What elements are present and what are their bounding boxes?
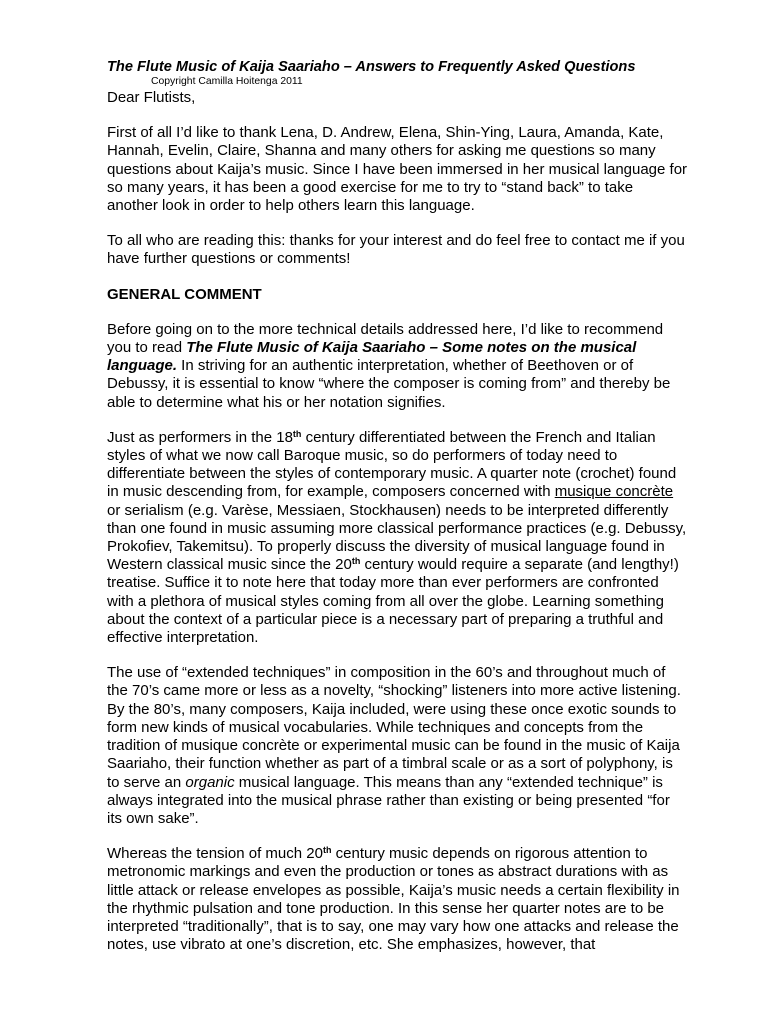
paragraph-thanks: First of all I’d like to thank Lena, D. Andrew, Elena, Shin-Ying, Laura, Amanda, Kate, Hannah, Evelin, Claire, Shanna and many others for asking me questions so many questions about Kaija’s music. Since I have been immersed in her musical language for so many years, it has been a good exercise for me to try to “stand back” to take another look in order to help others learn this language.	[107, 124, 688, 215]
document-title: The Flute Music of Kaija Saariaho – Answers to Frequently Asked Questions	[107, 59, 636, 75]
greeting: Dear Flutists,	[107, 89, 196, 106]
superscript: th	[351, 556, 361, 567]
text-run: Before going on to the more technical details addressed here, I’d like to recommend you to read	[107, 320, 664, 357]
text-run: Just as performers in the 18	[107, 428, 293, 446]
section-heading: GENERAL COMMENT	[107, 285, 262, 303]
paragraph-recommendation	[107, 321, 688, 412]
text-run: century would require a separate (and lengthy!) treatise. Suffice it to note here that today more than ever performers are confronted with a plethora of musical styles coming from all over the globe. Learning something about the context of a particular piece is a necessary part of preparing a truthful and effective interpretation.	[107, 556, 679, 647]
text-run: or serialism (e.g. Varèse, Messiaen, Stockhausen) needs to be interpreted differently than one found in music assuming more classical performance practices (e.g. Debussy, Prokofiev, Takemitsu). To properly discuss the diversity of musical language found in Western classical music since the 20	[107, 501, 687, 574]
superscript: th	[292, 428, 302, 439]
text-run: Whereas the tension of much 20	[107, 845, 323, 863]
musique-concrete-link[interactable]: musique concrète	[554, 483, 674, 501]
paragraph-flexibility	[107, 845, 688, 954]
text-run: century music depends on rigorous attention to metronomic markings and even the production or tones as abstract durations with as little attack or release envelopes as possible, Kaija’s music needs a certain flexibility in the rhythmic pulsation and tone production. In this sense her quarter notes are to be interpreted “traditionally”, that is to say, one may vary how one attacks and release the notes, use vibrato at one’s discretion, etc. She emphasizes, however, that	[107, 845, 680, 954]
paragraph-extended-techniques	[107, 664, 688, 828]
paragraph-invitation: To all who are reading this: thanks for your interest and do feel free to contact me if you have further questions or comments!	[107, 232, 685, 268]
text-run: musical language. This means than any “extended technique” is always integrated into the musical phrase rather than existing or being presented “for its own sake”.	[107, 773, 670, 827]
copyright-line: Copyright Camilla Hoitenga 2011	[151, 76, 303, 87]
superscript: th	[322, 845, 332, 856]
text-run: century differentiated between the French and Italian styles of what we now call Baroque music, so do performers of today need to differentiate between the styles of contemporary music. A quarter note (crochet) found in music descending from, for example, composers concerned with	[107, 428, 677, 501]
emphasis: organic	[185, 773, 235, 791]
document-reference: The Flute Music of Kaija Saariaho – Some notes on the musical language.	[107, 339, 637, 375]
paragraph-styles	[107, 429, 688, 647]
text-run: In striving for an authentic interpretation, whether of Beethoven or of Debussy, it is essential to know “where the composer is coming from” and thereby be able to determine what his or her notation signifies.	[107, 357, 671, 411]
text-run: The use of “extended techniques” in composition in the 60’s and throughout much of the 70’s came more or less as a novelty, “shocking” listeners into more active listening. By the 80’s, many composers, Kaija included, were using these once exotic sounds to form new kinds of musical vocabularies. While techniques and concepts from the tradition of musique concrète or experimental music can be found in the music of Kaija Saariaho, their function whether as part of a timbral scale or as a sort of polyphony, is to serve an	[107, 664, 681, 791]
